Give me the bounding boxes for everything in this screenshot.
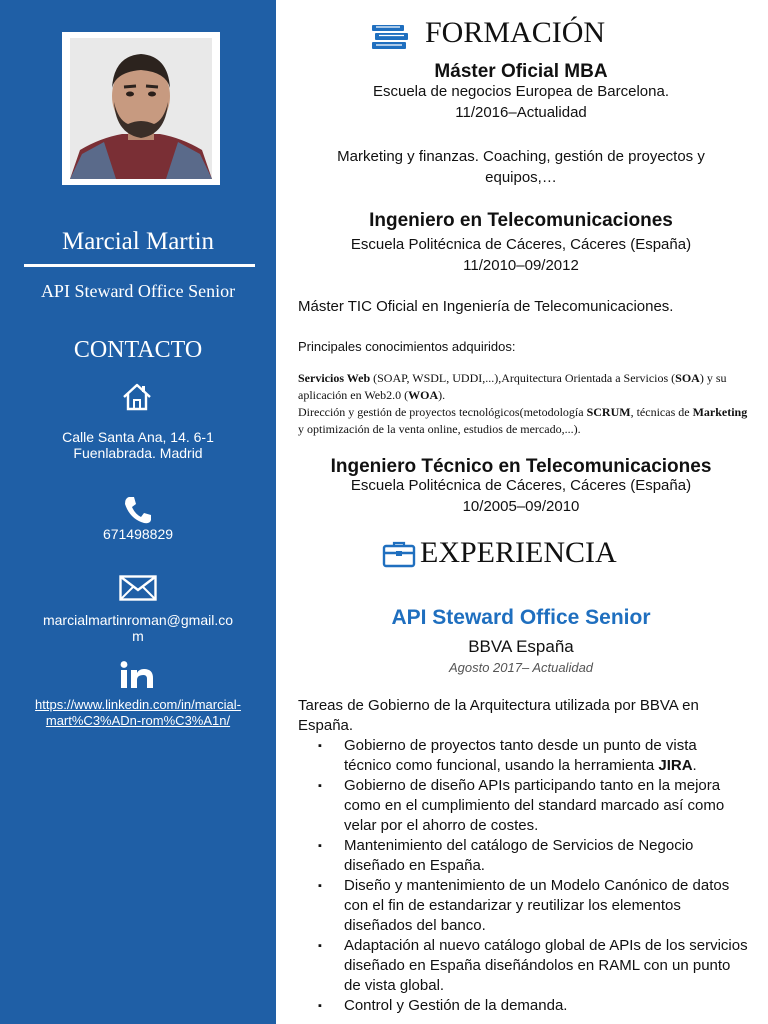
profile-photo-frame: [62, 32, 220, 185]
degree-school-3: Escuela Politécnica de Cáceres, Cáceres (España): [350, 477, 692, 494]
knowledge-project-management: Dirección y gestión de proyectos tecnológicos(metodología SCRUM, técnicas de Marketing y optimización de la venta online, estudios de mercado,...).: [298, 405, 748, 436]
phone-icon: [122, 494, 154, 526]
contact-heading: CONTACTO: [73, 337, 203, 363]
degree-title-2: Ingeniero en Telecomunicaciones: [369, 210, 673, 231]
degree-title-1: Máster Oficial MBA: [434, 61, 608, 82]
home-icon: [121, 382, 153, 412]
books-icon: [370, 22, 410, 52]
job-title: API Steward Office Senior: [391, 606, 651, 629]
job-task-item: ▪ Gobierno de proyectos tanto desde un punto de vista técnico como funcional, usando la herramienta JIRA.: [318, 736, 748, 776]
degree-title-3: Ingeniero Técnico en Telecomunicaciones: [330, 456, 712, 477]
linkedin-link-line-1[interactable]: https://www.linkedin.com/in/marcial-: [35, 697, 241, 712]
address-line-1: Calle Santa Ana, 14. 6-1: [62, 429, 214, 445]
job-task-item: ▪ Mantenimiento del catálogo de Servicios de Negocio diseñado en España.: [318, 836, 748, 876]
job-period: Agosto 2017– Actualidad: [448, 660, 594, 675]
job-task-item: ▪ Gobierno de diseño APIs participando tanto en la mejora como en el cumplimiento del standard marcado así como velar por el ahorro de costes.: [318, 776, 748, 836]
job-task-item: ▪ Control y Gestión de la demanda.: [318, 996, 748, 1016]
degree-dates-3: 10/2005–09/2010: [462, 498, 580, 515]
job-task-list: [318, 736, 748, 1016]
profile-photo: [70, 38, 212, 179]
degree-school-2: Escuela Politécnica de Cáceres, Cáceres (España): [350, 236, 692, 253]
email-line-2[interactable]: m: [132, 628, 144, 644]
job-task-item: ▪ Adaptación al nuevo catálogo global de APIs de los servicios diseñado en España diseñándolos en RAML con un punto de vista global.: [318, 936, 748, 996]
candidate-role: API Steward Office Senior: [40, 281, 236, 301]
candidate-name: Marcial Martin: [61, 228, 215, 255]
email-line-1[interactable]: marcialmartinroman@gmail.co: [42, 612, 234, 628]
degree-description-2: Máster TIC Oficial en Ingeniería de Telecomunicaciones.: [298, 298, 674, 315]
sidebar: [0, 0, 276, 1024]
linkedin-link-line-2[interactable]: mart%C3%ADn-rom%C3%A1n/: [45, 713, 231, 728]
formacion-heading: FORMACIÓN: [425, 16, 606, 49]
knowledge-web-services: Servicios Web (SOAP, WSDL, UDDI,...),Arquitectura Orientada a Servicios (SOA) y su aplicación en Web2.0 (WOA).: [298, 371, 727, 402]
envelope-icon: [119, 575, 157, 601]
knowledge-label: Principales conocimientos adquiridos:: [298, 339, 516, 354]
degree-description-1: Marketing y finanzas. Coaching, gestión de proyectos y equipos,…: [337, 148, 705, 186]
job-task-item: ▪ Diseño y mantenimiento de un Modelo Canónico de datos con el fin de estandarizar y reutilizar los elementos diseñados del banco.: [318, 876, 748, 936]
briefcase-icon: [382, 540, 416, 568]
linkedin-icon: [120, 661, 154, 689]
degree-dates-2: 11/2010–09/2012: [463, 257, 579, 274]
degree-school-1: Escuela de negocios Europea de Barcelona.: [372, 83, 670, 100]
degree-dates-1: 11/2016–Actualidad: [455, 104, 587, 121]
job-intro: Tareas de Gobierno de la Arquitectura utilizada por BBVA en España.: [298, 697, 699, 734]
name-divider: [24, 264, 255, 267]
address-line-2: Fuenlabrada. Madrid: [73, 445, 203, 461]
knowledge-details: [298, 370, 748, 438]
phone-number[interactable]: 671498829: [102, 526, 174, 542]
job-company: BBVA España: [468, 637, 574, 656]
experiencia-heading: EXPERIENCIA: [420, 536, 617, 569]
